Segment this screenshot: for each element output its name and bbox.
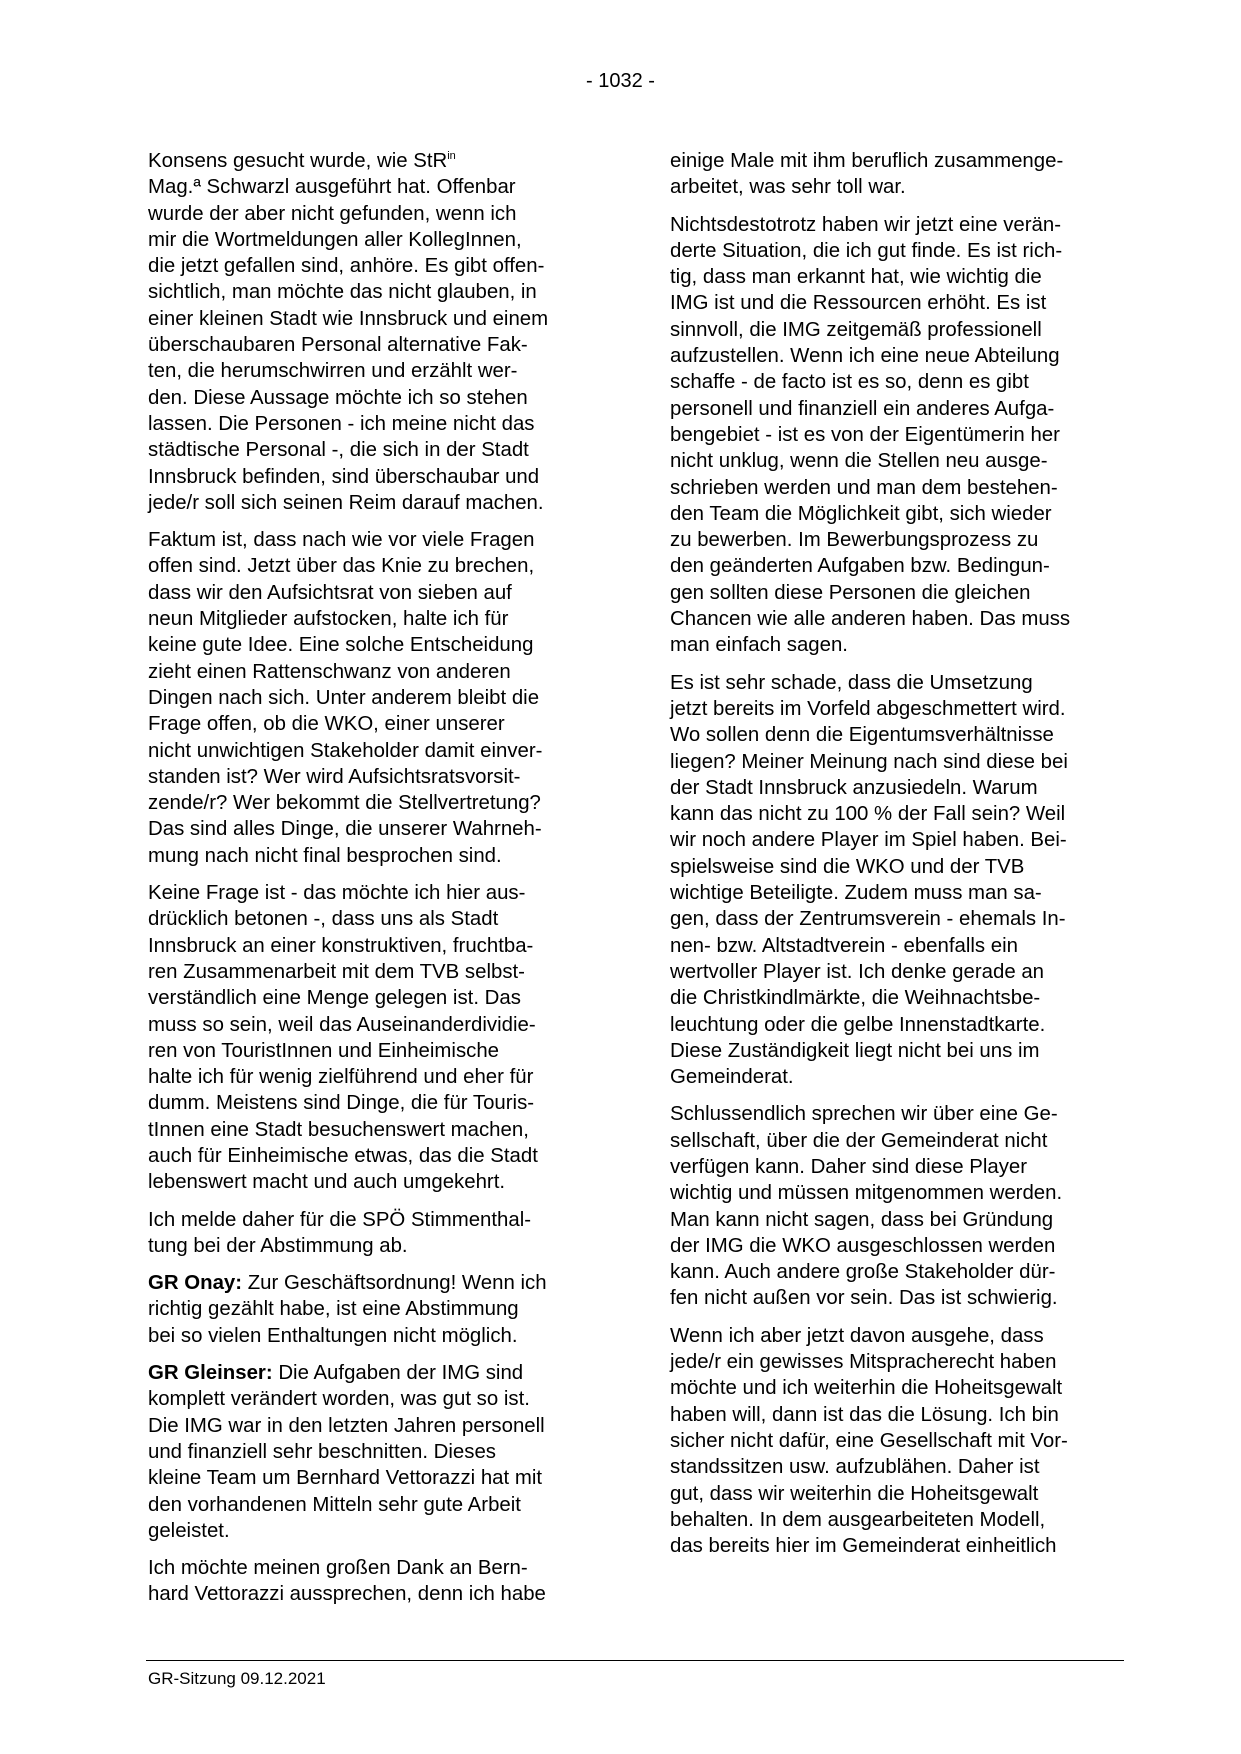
footer-divider <box>146 1660 1124 1661</box>
superscript: in <box>447 150 456 163</box>
paragraph: einige Male mit ihm beruflich zusammenge- arbeitet, was sehr toll war. <box>670 150 1064 199</box>
paragraph: Wenn ich aber jetzt davon ausgehe, dass jede/r ein gewisses Mitspracherecht haben möchte und ich weiterhin die Hoheitsgewalt haben will, dann ist das die Lösung. Ich bin sicher nicht dafür, eine Gesellschaft mit Vor- standssitzen usw. aufzublähen. Daher ist gut, dass wir weiterhin die Hoheitsgewalt behalten. In dem ausgearbeiteten Modell, das bereits hier im Gemeinderat einheitlich <box>670 1324 1068 1558</box>
speaker-name: GR Gleinser: <box>148 1362 273 1385</box>
paragraph: Es ist sehr schade, dass die Umsetzung jetzt bereits im Vorfeld abgeschmettert wird. Wo sollen denn die Eigentumsverhältnisse liegen? Meiner Meinung nach sind diese bei der Stadt Innsbruck anzusiedeln. Warum kann das nicht zu 100 % der Fall sein? Weil wir noch andere Player im Spiel haben. Bei- spielsweise sind die WKO und der TVB wichtige Beteiligte. Zudem muss man sa- gen, dass der Zentrumsverein - ehemals In- nen- bzw. Altstadtverein - ebenfalls ein wertvoller Player ist. Ich denke gerade an die Christkindlmärkte, die Weihnachtsbe- leuchtung oder die gelbe Innenstadtkarte. Diese Zuständigkeit liegt nicht bei uns im Gemeinderat. <box>670 671 1068 1089</box>
speaker-paragraph <box>148 1270 598 1349</box>
paragraph: Schlussendlich sprechen wir über eine Ge- sellschaft, über die der Gemeinderat nicht verfügen kann. Daher sind diese Player wichtig und müssen mitgenommen werden. Man kann nicht sagen, dass bei Gründung der IMG die WKO ausgeschlossen werden kann. Auch andere große Stakeholder dür- fen nicht außen vor sein. Das ist schwierig. <box>670 1103 1063 1310</box>
paragraph <box>148 148 598 516</box>
paragraph: Keine Frage ist - das möchte ich hier aus- drücklich betonen -, dass uns als Stadt Innsbruck an einer konstruktiven, fruchtba- ren Zusammenarbeit mit dem TVB selbst- verständlich eine Menge gelegen ist. Das muss so sein, weil das Auseinanderdividie- ren von TouristInnen und Einheimische halte ich für wenig zielführend und eher für dumm. Meistens sind Dinge, die für Touris- tInnen eine Stadt besuchenswert machen, auch für Einheimische etwas, das die Stadt lebenswert macht und auch umgekehrt. <box>148 882 538 1194</box>
paragraph: Ich möchte meinen großen Dank an Bern- hard Vettorazzi aussprechen, denn ich habe <box>148 1557 546 1606</box>
speaker-paragraph <box>148 1360 598 1544</box>
page-number: - 1032 - <box>586 70 655 92</box>
paragraph: Ich melde daher für die SPÖ Stimmenthal- tung bei der Abstimmung ab. <box>148 1208 532 1257</box>
right-column <box>670 148 1120 1570</box>
footer-text: GR-Sitzung 09.12.2021 <box>148 1669 326 1688</box>
paragraph-text: Konsens gesucht wurde, wie StR <box>148 150 448 172</box>
paragraph: Nichtsdestotrotz haben wir jetzt eine verän- derte Situation, die ich gut finde. Es ist rich- tig, dass man erkannt hat, wie wichtig die IMG ist und die Ressourcen erhöht. Es ist sinnvoll, die IMG zeitgemäß professionell aufzustellen. Wenn ich eine neue Abteilung schaffe - de facto ist es so, denn es gibt personell und finanziell ein anderes Aufga- bengebiet - ist es von der Eigentümerin her nicht unklug, wenn die Stellen neu ausge- schrieben werden und man dem bestehen- den Team die Möglichkeit gibt, sich wieder zu bewerben. Im Bewerbungsprozess zu den geänderten Aufgaben bzw. Bedingun- gen sollten diese Personen die gleichen Chancen wie alle anderen haben. Das muss man einfach sagen. <box>670 213 1071 657</box>
paragraph-text: Mag.ª Schwarzl ausgeführt hat. Offenbar wurde der aber nicht gefunden, wenn ich mir die Wortmeldungen aller KollegInnen, die jetzt gefallen sind, anhöre. Es gibt offen- sichtlich, man möchte das nicht glauben, in einer kleinen Stadt wie Innsbruck und einem überschaubaren Personal alternative Fak- ten, die herumschwirren und erzählt wer- den. Diese Aussage möchte ich so stehen lassen. Die Personen - ich meine nicht das städtische Personal -, die sich in der Stadt Innsbruck befinden, sind überschaubar und jede/r soll sich seinen Reim darauf machen. <box>148 176 549 514</box>
paragraph-text: Die Aufgaben der IMG sind komplett verändert worden, was gut so ist. Die IMG war in den letzten Jahren personell und finanziell sehr beschnitten. Dieses kleine Team um Bernhard Vettorazzi hat mit den vorhandenen Mitteln sehr gute Arbeit geleistet. <box>148 1362 545 1542</box>
speaker-name: GR Onay: <box>148 1272 243 1295</box>
paragraph: Faktum ist, dass nach wie vor viele Fragen offen sind. Jetzt über das Knie zu brechen, dass wir den Aufsichtsrat von sieben auf neun Mitglieder aufstocken, halte ich für keine gute Idee. Eine solche Entscheidung zieht einen Rattenschwanz von anderen Dingen nach sich. Unter anderem bleibt die Frage offen, ob die WKO, einer unserer nicht unwichtigen Stakeholder damit einver- standen ist? Wer wird Aufsichtsratsvorsit- zende/r? Wer bekommt die Stellvertretung? Das sind alles Dinge, die unserer Wahrneh- mung nach nicht final besprochen sind. <box>148 529 543 867</box>
paragraph-text: Zur Geschäftsordnung! Wenn ich richtig gezählt habe, ist eine Abstimmung bei so vielen Enthaltungen nicht möglich. <box>148 1272 547 1347</box>
left-column <box>148 148 598 1619</box>
